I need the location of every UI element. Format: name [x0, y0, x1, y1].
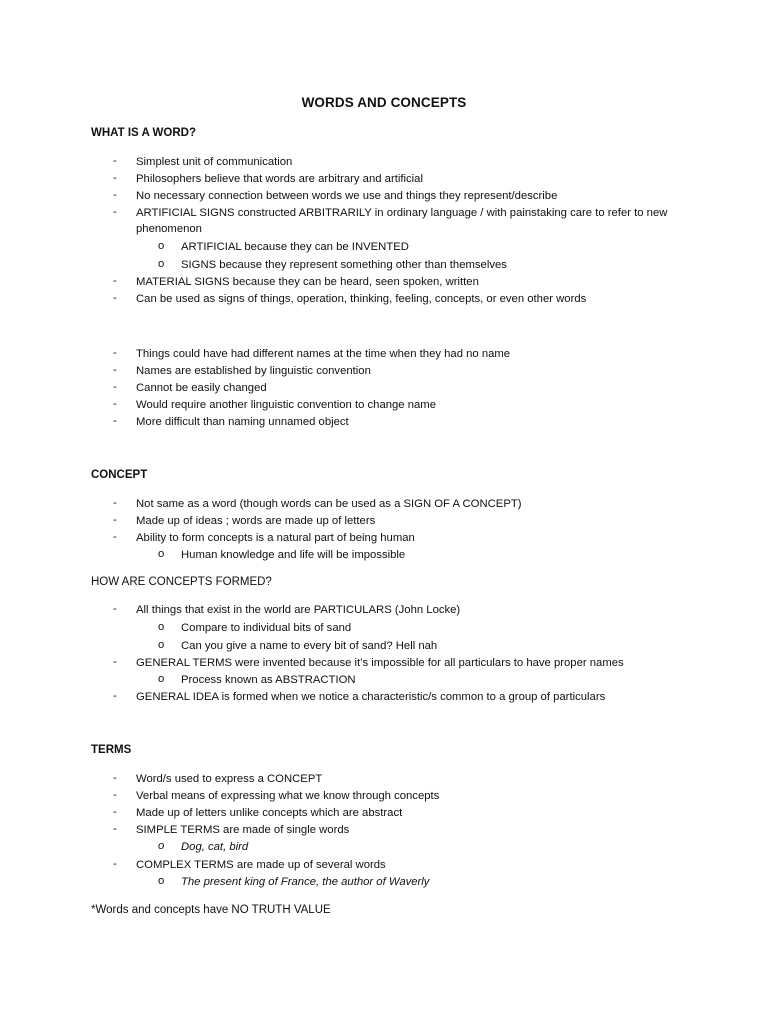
- circle-bullet: o: [158, 639, 165, 651]
- dash-bullet: -: [113, 823, 117, 835]
- sub-list-item: Dog, cat, bird: [181, 841, 249, 853]
- sub-list-item: ARTIFICIAL because they can be INVENTED: [181, 241, 409, 253]
- section-heading-what-is-a-word: WHAT IS A WORD?: [91, 127, 196, 139]
- dash-bullet: -: [113, 398, 117, 410]
- dash-bullet: -: [113, 656, 117, 668]
- circle-bullet: o: [158, 548, 165, 560]
- list-item: More difficult than naming unnamed object: [136, 416, 349, 428]
- dash-bullet: -: [113, 690, 117, 702]
- dash-bullet: -: [113, 806, 117, 818]
- dash-bullet: -: [113, 514, 117, 526]
- page-title: WORDS AND CONCEPTS: [301, 95, 467, 110]
- section-heading-terms: TERMS: [91, 744, 132, 756]
- list-item: Things could have had different names at the time when they had no name: [136, 348, 511, 360]
- dash-bullet: -: [113, 347, 117, 359]
- sub-list-item: Human knowledge and life will be impossible: [181, 549, 406, 561]
- list-item: Can be used as signs of things, operation, thinking, feeling, concepts, or even other words: [136, 293, 587, 305]
- list-item: No necessary connection between words we use and things they represent/describe: [136, 190, 558, 202]
- sub-list-item: The present king of France, the author of Waverly: [181, 876, 430, 888]
- circle-bullet: o: [158, 875, 165, 887]
- list-item-continuation: phenomenon: [136, 223, 202, 235]
- list-item: SIMPLE TERMS are made of single words: [136, 824, 350, 836]
- dash-bullet: -: [113, 772, 117, 784]
- dash-bullet: -: [113, 155, 117, 167]
- dash-bullet: -: [113, 789, 117, 801]
- circle-bullet: o: [158, 621, 165, 633]
- list-item: Names are established by linguistic convention: [136, 365, 371, 377]
- dash-bullet: -: [113, 497, 117, 509]
- sub-list-item: Process known as ABSTRACTION: [181, 674, 356, 686]
- footer-note: *Words and concepts have NO TRUTH VALUE: [91, 904, 331, 916]
- list-item: All things that exist in the world are PARTICULARS (John Locke): [136, 604, 461, 616]
- list-item: ARTIFICIAL SIGNS constructed ARBITRARILY in ordinary language / with painstaking care to refer to new: [136, 207, 668, 219]
- dash-bullet: -: [113, 364, 117, 376]
- list-item: GENERAL TERMS were invented because it’s impossible for all particulars to have proper names: [136, 657, 624, 669]
- dash-bullet: -: [113, 172, 117, 184]
- list-item: MATERIAL SIGNS because they can be heard, seen spoken, written: [136, 276, 479, 288]
- list-item: Simplest unit of communication: [136, 156, 293, 168]
- list-item: Verbal means of expressing what we know through concepts: [136, 790, 440, 802]
- list-item: Made up of ideas ; words are made up of letters: [136, 515, 376, 527]
- circle-bullet: o: [158, 673, 165, 685]
- section-heading-concept: CONCEPT: [91, 469, 148, 481]
- list-item: GENERAL IDEA is formed when we notice a characteristic/s common to a group of particulars: [136, 691, 606, 703]
- circle-bullet: o: [158, 258, 165, 270]
- list-item: Word/s used to express a CONCEPT: [136, 773, 323, 785]
- dash-bullet: -: [113, 292, 117, 304]
- sub-list-item: Can you give a name to every bit of sand? Hell nah: [181, 640, 438, 652]
- dash-bullet: -: [113, 415, 117, 427]
- list-item: Ability to form concepts is a natural part of being human: [136, 532, 415, 544]
- list-item: Cannot be easily changed: [136, 382, 267, 394]
- section-heading-how-concepts-formed: HOW ARE CONCEPTS FORMED?: [91, 576, 272, 588]
- list-item: COMPLEX TERMS are made up of several words: [136, 859, 386, 871]
- sub-list-item: SIGNS because they represent something other than themselves: [181, 259, 507, 271]
- list-item: Would require another linguistic convention to change name: [136, 399, 436, 411]
- dash-bullet: -: [113, 206, 117, 218]
- dash-bullet: -: [113, 858, 117, 870]
- sub-list-item: Compare to individual bits of sand: [181, 622, 352, 634]
- list-item: Made up of letters unlike concepts which are abstract: [136, 807, 403, 819]
- dash-bullet: -: [113, 275, 117, 287]
- dash-bullet: -: [113, 189, 117, 201]
- dash-bullet: -: [113, 381, 117, 393]
- circle-bullet: o: [158, 840, 165, 852]
- list-item: Philosophers believe that words are arbitrary and artificial: [136, 173, 423, 185]
- dash-bullet: -: [113, 603, 117, 615]
- list-item: Not same as a word (though words can be used as a SIGN OF A CONCEPT): [136, 498, 522, 510]
- dash-bullet: -: [113, 531, 117, 543]
- circle-bullet: o: [158, 240, 165, 252]
